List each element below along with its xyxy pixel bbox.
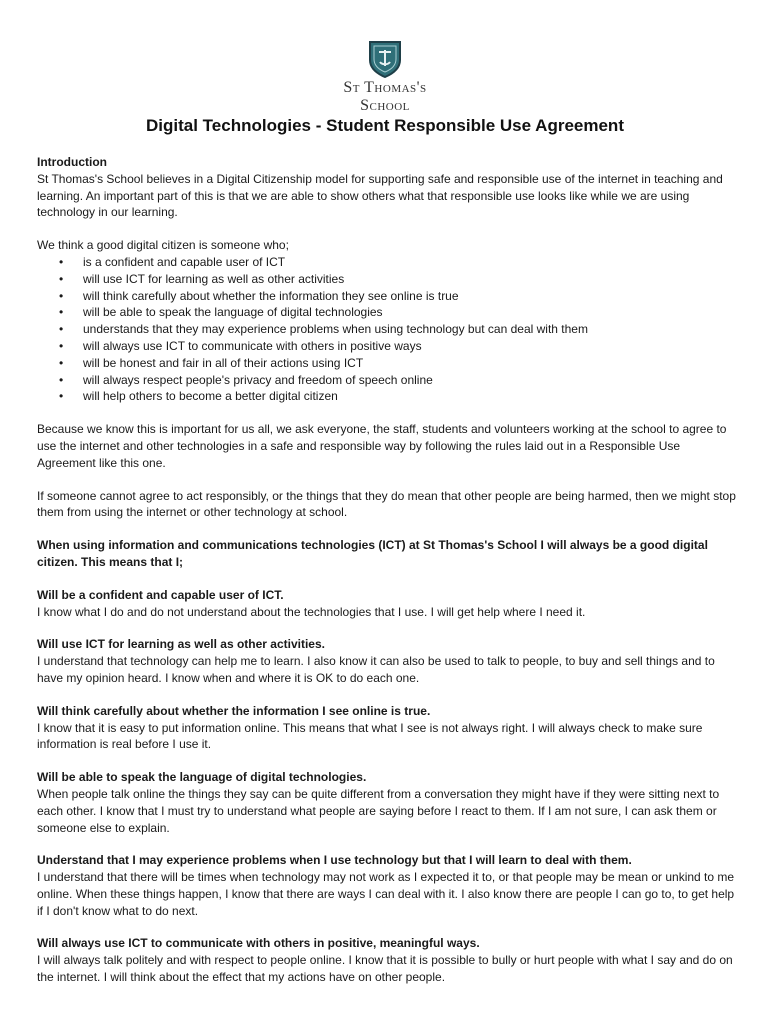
school-name-line2: School bbox=[360, 97, 410, 114]
bullet-icon: • bbox=[59, 389, 64, 404]
agreement-statement: When using information and communications technologies (ICT) at St Thomas's School I will always be a good digital citizen. This means that I; bbox=[37, 538, 708, 569]
bullet-icon: • bbox=[59, 338, 64, 353]
agreement-section bbox=[37, 935, 737, 985]
intro-heading: Introduction bbox=[37, 155, 107, 169]
section-heading: Understand that I may experience problems when I use technology but that I will learn to deal with them. bbox=[37, 853, 632, 868]
list-item-text: will use ICT for learning as well as other activities bbox=[83, 271, 345, 286]
list-item bbox=[37, 355, 737, 372]
section-body: I will always talk politely and with respect to people online. I know that it is possible to bully or hurt people with what I say and do on the internet. I will think about the effect that my actions have on other people. bbox=[37, 953, 733, 985]
citizen-bullet-list bbox=[37, 254, 737, 405]
list-item-text: is a confident and capable user of ICT bbox=[83, 254, 286, 269]
list-item-text: will always use ICT to communicate with others in positive ways bbox=[83, 338, 422, 353]
agreement-section bbox=[37, 587, 737, 621]
list-item bbox=[37, 254, 737, 271]
list-item bbox=[37, 304, 737, 321]
list-item bbox=[37, 372, 737, 389]
section-body: I know that it is easy to put information online. This means that what I see is not always right. I will always check to make sure information is real before I use it. bbox=[37, 720, 703, 752]
school-crest-icon bbox=[366, 38, 404, 78]
list-item-text: understands that they may experience problems when using technology but can deal with them bbox=[83, 322, 588, 337]
bullet-icon: • bbox=[59, 288, 64, 303]
section-body: I understand that there will be times when technology may not work as I expected it to, or that people may be mean or unkind to me online. When these things happen, I know that there are ways I can deal with it. I also know there are people I can go to, to get help if I don't know what to do next. bbox=[37, 870, 735, 918]
section-heading: Will use ICT for learning as well as other activities. bbox=[37, 637, 325, 652]
because-paragraph: Because we know this is important for us all, we ask everyone, the staff, students and volunteers working at the school to agree to use the internet and other technologies in a safe and responsible way by following the rules laid out in a Responsible Use Agreement like this one. bbox=[37, 422, 727, 470]
list-item-text: will think carefully about whether the information they see online is true bbox=[83, 288, 459, 303]
document-body bbox=[37, 154, 737, 986]
bullet-icon: • bbox=[59, 322, 64, 337]
list-item-text: will help others to become a better digital citizen bbox=[83, 389, 338, 404]
bullet-icon: • bbox=[59, 271, 64, 286]
section-body: I know what I do and do not understand about the technologies that I use. I will get help where I need it. bbox=[37, 604, 586, 619]
bullet-icon: • bbox=[59, 355, 64, 370]
citizen-lead: We think a good digital citizen is someone who; bbox=[37, 238, 289, 253]
agreement-section bbox=[37, 636, 737, 686]
section-heading: Will be able to speak the language of digital technologies. bbox=[37, 770, 367, 785]
list-item-text: will always respect people's privacy and freedom of speech online bbox=[83, 372, 433, 387]
bullet-icon: • bbox=[59, 372, 64, 387]
agreement-section bbox=[37, 703, 737, 753]
document-title: Digital Technologies - Student Responsible Use Agreement bbox=[146, 116, 624, 135]
section-body: When people talk online the things they say can be quite different from a conversation they might have if they were sitting next to each other. I know that I must try to understand what people are saying before I react to them. If I am not sure, I can ask them or someone else to explain. bbox=[37, 786, 720, 835]
bullet-icon: • bbox=[59, 254, 64, 269]
intro-paragraph: St Thomas's School believes in a Digital Citizenship model for supporting safe and responsible use of the internet in teaching and learning. An important part of this is that we are able to show others what that responsible use looks like while we are using technology in our learning. bbox=[37, 171, 723, 220]
agreement-section bbox=[37, 769, 737, 836]
list-item-text: will be honest and fair in all of their actions using ICT bbox=[83, 355, 364, 370]
cannot-agree-paragraph: If someone cannot agree to act responsibly, or the things that they do mean that other people are being harmed, then we might stop them from using the internet or other technology at school. bbox=[37, 488, 736, 520]
list-item bbox=[37, 338, 737, 355]
list-item bbox=[37, 321, 737, 338]
school-name-line1: St Thomas's bbox=[343, 79, 427, 96]
agreement-section bbox=[37, 852, 737, 919]
bullet-icon: • bbox=[59, 305, 64, 320]
section-heading: Will always use ICT to communicate with others in positive, meaningful ways. bbox=[37, 936, 480, 951]
list-item bbox=[37, 388, 737, 405]
section-heading: Will think carefully about whether the information I see online is true. bbox=[37, 703, 431, 718]
school-logo bbox=[330, 38, 440, 114]
list-item bbox=[37, 288, 737, 305]
list-item bbox=[37, 271, 737, 288]
section-body: I understand that technology can help me to learn. I also know it can also be used to talk to people, to buy and sell things and to have my opinion heard. I know when and where it is OK to do each one. bbox=[37, 654, 715, 685]
section-heading: Will be a confident and capable user of ICT. bbox=[37, 587, 284, 602]
list-item-text: will be able to speak the language of digital technologies bbox=[83, 305, 383, 320]
